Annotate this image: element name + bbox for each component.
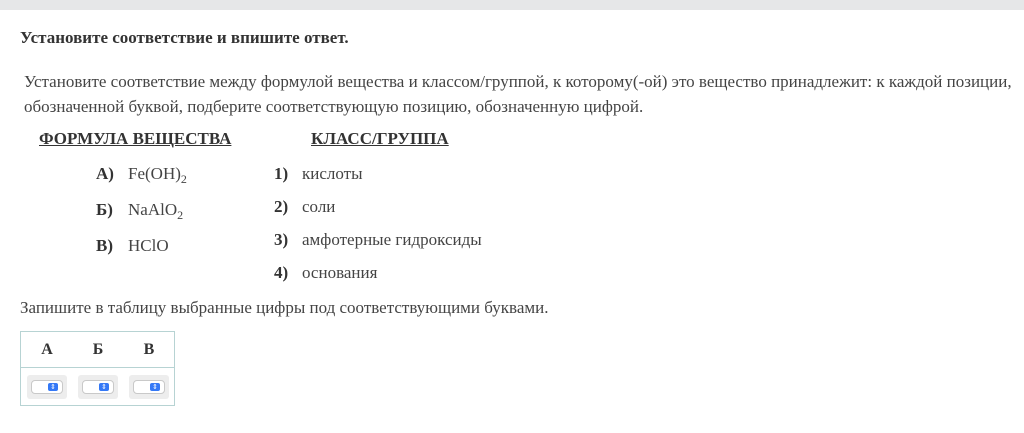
formula-text: NaAlO	[128, 200, 178, 219]
class-key: 3)	[274, 230, 289, 249]
select-box[interactable]	[31, 380, 63, 394]
answer-select-c[interactable]	[129, 375, 169, 399]
answer-header-row	[21, 332, 174, 368]
select-arrows-icon: ⇕	[150, 383, 160, 391]
class-key: 1)	[274, 164, 289, 183]
formula-text: Fe(OH)	[128, 164, 181, 183]
formula-column-header: ФОРМУЛА ВЕЩЕСТВА	[39, 129, 232, 148]
top-bar	[0, 0, 1024, 10]
answer-instruction: Запишите в таблицу выбранные цифры под соответствующими буквами.	[20, 298, 549, 317]
answer-select-b[interactable]	[78, 375, 118, 399]
class-item-4	[274, 263, 377, 283]
select-box[interactable]	[133, 380, 165, 394]
answer-letter-a: А	[41, 341, 53, 358]
formula-item-c	[96, 236, 169, 259]
class-label: основания	[302, 263, 378, 282]
class-column-header: КЛАСС/ГРУППА	[311, 129, 449, 148]
class-item-2	[274, 197, 335, 217]
select-box[interactable]	[82, 380, 114, 394]
answer-letter-b: Б	[92, 341, 104, 358]
class-key: 2)	[274, 197, 289, 216]
formula-item-b	[96, 200, 183, 223]
formula-subscript: 2	[177, 208, 184, 222]
task-instruction: Установите соответствие между формулой вещества и классом/группой, к которому(-ой) это вещество принадлежит: к каждой позиции, обозначенной буквой, подберите соответствующую позицию, обозначенную цифрой.	[24, 72, 1012, 116]
select-arrows-icon: ⇕	[48, 383, 58, 391]
formula-subscript: 2	[180, 172, 187, 186]
answer-select-a[interactable]	[27, 375, 67, 399]
formula-key: В)	[96, 236, 113, 255]
task-heading: Установите соответствие и впишите ответ.	[20, 28, 349, 47]
class-key: 4)	[274, 263, 289, 282]
formula-key: А)	[96, 164, 114, 183]
class-label: амфотерные гидроксиды	[302, 230, 482, 249]
formula-item-a	[96, 164, 187, 187]
select-arrows-icon: ⇕	[99, 383, 109, 391]
formula-key: Б)	[96, 200, 113, 219]
class-label: соли	[302, 197, 336, 216]
class-item-3	[274, 230, 482, 250]
formula-text: HClO	[128, 236, 169, 255]
answer-table	[20, 331, 175, 406]
class-item-1	[274, 164, 363, 184]
answer-letter-c: В	[143, 341, 155, 358]
class-label: кислоты	[302, 164, 363, 183]
